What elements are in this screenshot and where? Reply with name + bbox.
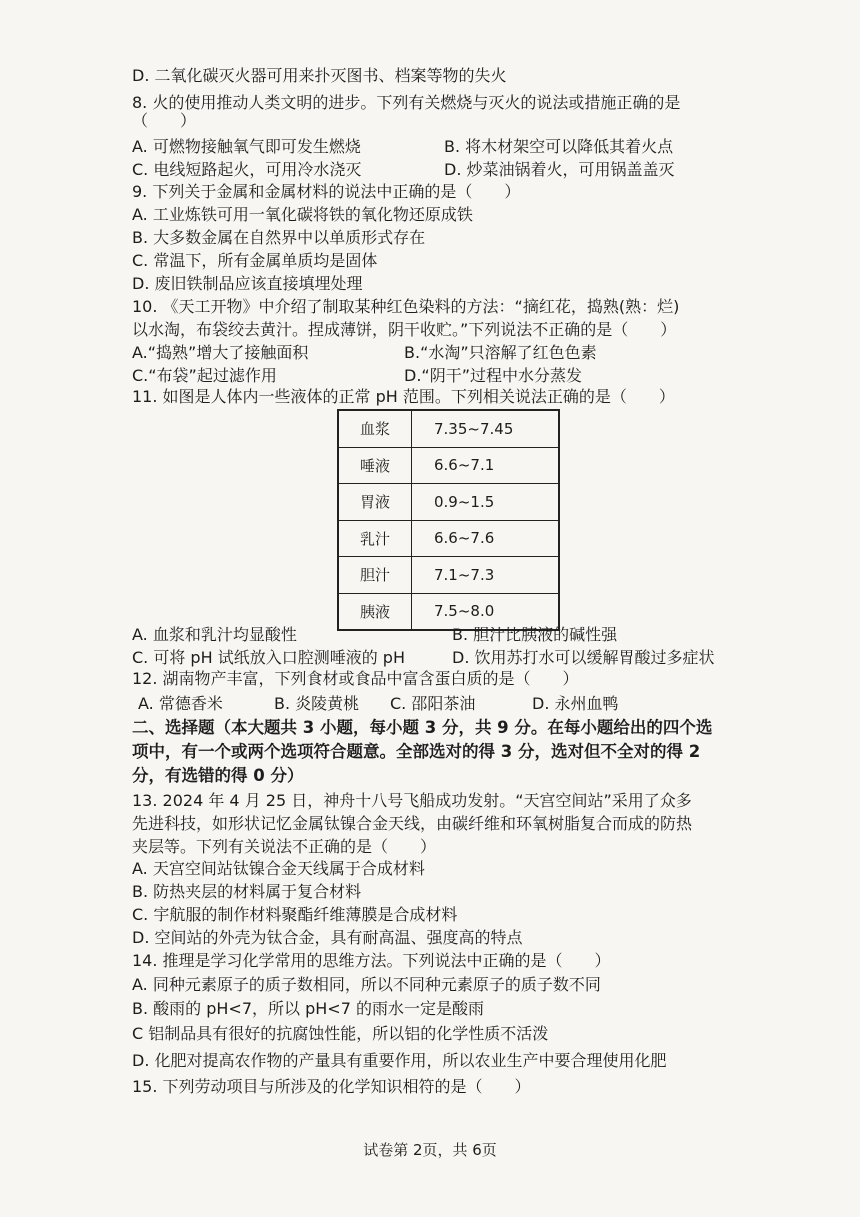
- ph-table-row: [338, 410, 559, 447]
- ph-table-row: [338, 520, 559, 557]
- q11-option-a: A. 血浆和乳汁均显酸性: [132, 625, 297, 644]
- q10-option-d: D.“阴干”过程中水分蒸发: [404, 366, 582, 385]
- q13-option-a: A. 天宫空间站钛镍合金天线属于合成材料: [132, 859, 425, 878]
- ph-range-value: 7.1~7.3: [412, 557, 560, 594]
- q13-option-c: C. 宇航服的制作材料聚酯纤维薄膜是合成材料: [132, 905, 458, 924]
- q11-option-d: D. 饮用苏打水可以缓解胃酸过多症状: [452, 648, 715, 667]
- q13-stem-3: 夹层等。下列有关说法不正确的是（ ）: [132, 837, 437, 856]
- ph-fluid-name: 唾液: [338, 447, 412, 484]
- q14-stem: 14. 推理是学习化学常用的思维方法。下列说法中正确的是（ ）: [132, 951, 611, 970]
- ph-table-row: [338, 484, 559, 521]
- q10-option-a: A.“捣熟”增大了接触面积: [132, 343, 309, 362]
- q13-option-b: B. 防热夹层的材料属于复合材料: [132, 882, 362, 901]
- ph-fluid-name: 胃液: [338, 484, 412, 521]
- q14-option-d: D. 化肥对提高农作物的产量具有重要作用，所以农业生产中要合理使用化肥: [132, 1051, 667, 1070]
- ph-fluid-name: 胰液: [338, 593, 412, 630]
- q14-option-c: C 铝制品具有很好的抗腐蚀性能，所以铝的化学性质不活泼: [132, 1024, 549, 1043]
- section-2-heading-2: 项中，有一个或两个选项符合题意。全部选对的得 3 分，选对但不全对的得 2: [132, 742, 701, 761]
- page-footer: 试卷第 2页，共 6页: [363, 1141, 497, 1159]
- q9-option-b: B. 大多数金属在自然界中以单质形式存在: [132, 228, 426, 247]
- q12-option-a: A. 常德香米: [138, 694, 223, 713]
- q13-option-d: D. 空间站的外壳为钛合金，具有耐高温、强度高的特点: [132, 928, 523, 947]
- q10-stem-2: 以水淘，布袋绞去黄汁。捏成薄饼，阴干收贮。”下列说法不正确的是（ ）: [132, 320, 677, 339]
- section-2-heading-1: 二、选择题（本大题共 3 小题，每小题 3 分，共 9 分。在每小题给出的四个选: [132, 718, 713, 737]
- q10-option-c: C.“布袋”起过滤作用: [132, 366, 277, 385]
- ph-fluid-name: 胆汁: [338, 557, 412, 594]
- q11-option-c: C. 可将 pH 试纸放入口腔测唾液的 pH: [132, 648, 405, 667]
- q9-stem: 9. 下列关于金属和金属材料的说法中正确的是（ ）: [132, 182, 521, 201]
- q11-option-b: B. 胆汁比胰液的碱性强: [452, 625, 618, 644]
- q8-option-b: B. 将木材架空可以降低其着火点: [444, 137, 674, 156]
- q15-stem: 15. 下列劳动项目与所涉及的化学知识相符的是（ ）: [132, 1077, 531, 1096]
- ph-fluid-name: 乳汁: [338, 520, 412, 557]
- q9-option-a: A. 工业炼铁可用一氧化碳将铁的氧化物还原成铁: [132, 205, 473, 224]
- q11-stem: 11. 如图是人体内一些液体的正常 pH 范围。下列相关说法正确的是（ ）: [132, 387, 675, 406]
- q7-option-d: D. 二氧化碳灭火器可用来扑灭图书、档案等物的失火: [132, 66, 507, 85]
- ph-range-value: 0.9~1.5: [412, 484, 560, 521]
- q14-option-b: B. 酸雨的 pH<7，所以 pH<7 的雨水一定是酸雨: [132, 999, 484, 1018]
- ph-range-value: 6.6~7.6: [412, 520, 560, 557]
- q12-stem: 12. 湖南物产丰富，下列食材或食品中富含蛋白质的是（ ）: [132, 669, 579, 688]
- q12-option-c: C. 邵阳茶油: [390, 694, 476, 713]
- q14-option-a: A. 同种元素原子的质子数相同，所以不同种元素原子的质子数不同: [132, 975, 601, 994]
- q9-option-c: C. 常温下，所有金属单质均是固体: [132, 251, 378, 270]
- q12-option-b: B. 炎陵黄桃: [274, 694, 360, 713]
- q13-stem-1: 13. 2024 年 4 月 25 日，神舟十八号飞船成功发射。“天宫空间站”采用了众多: [132, 791, 692, 810]
- ph-range-value: 7.35~7.45: [412, 410, 560, 447]
- ph-fluid-name: 血浆: [338, 410, 412, 447]
- ph-range-table: [337, 409, 560, 631]
- ph-table-row: [338, 447, 559, 484]
- q8-paren: （ ）: [132, 111, 197, 130]
- section-2-heading-3: 分，有选错的得 0 分）: [132, 766, 304, 785]
- q8-option-a: A. 可燃物接触氧气即可发生燃烧: [132, 137, 361, 156]
- ph-range-value: 7.5~8.0: [412, 593, 560, 630]
- q8-option-c: C. 电线短路起火，可用冷水浇灭: [132, 160, 362, 179]
- ph-table-row: [338, 557, 559, 594]
- q8-stem: 8. 火的使用推动人类文明的进步。下列有关燃烧与灭火的说法或措施正确的是: [132, 93, 681, 112]
- q8-option-d: D. 炒菜油锅着火，可用锅盖盖灭: [444, 160, 675, 179]
- q13-stem-2: 先进科技，如形状记忆金属钛镍合金天线，由碳纤维和环氧树脂复合而成的防热: [132, 814, 693, 833]
- q10-option-b: B.“水淘”只溶解了红色色素: [404, 343, 597, 362]
- q10-stem-1: 10. 《天工开物》中介绍了制取某种红色染料的方法：“摘红花，捣熟(熟：烂): [132, 297, 680, 316]
- q12-option-d: D. 永州血鸭: [532, 694, 619, 713]
- q9-option-d: D. 废旧铁制品应该直接填埋处理: [132, 274, 363, 293]
- ph-range-value: 6.6~7.1: [412, 447, 560, 484]
